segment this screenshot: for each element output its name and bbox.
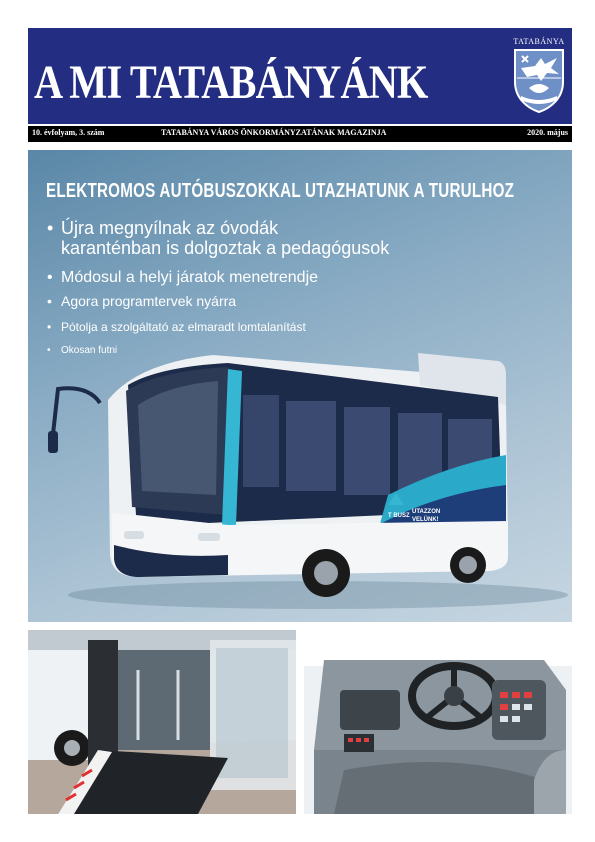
- bullet-icon: •: [47, 345, 51, 356]
- cover-story-title: Pótolja a szolgáltató az elmaradt lomtalanítást: [61, 320, 306, 334]
- bullet-icon: •: [47, 293, 52, 309]
- issue-number: 10. évfolyam, 3. szám: [32, 128, 105, 137]
- city-coat-of-arms-icon: [513, 48, 565, 114]
- bullet-icon: •: [47, 269, 53, 286]
- bus-driver-cockpit-photo: [304, 630, 572, 814]
- bus-slogan-line-2: VELÜNK!: [412, 517, 439, 523]
- cover-story-subtitle: karanténban is dolgoztak a pedagógusok: [61, 238, 390, 258]
- magazine-title: A MI TATABÁNYÁNK: [34, 56, 428, 109]
- cover-story-title: Agora programtervek nyárra: [61, 293, 237, 309]
- bullet-icon: •: [47, 320, 52, 334]
- cover-story-title: Okosan futni: [61, 345, 118, 356]
- cover-story-item: [46, 218, 389, 258]
- cover-story-item: [46, 319, 389, 335]
- cover-headline: ELEKTROMOS AUTÓBUSZOKKAL UTAZHATUNK A TURULHOZ: [46, 180, 515, 202]
- bullet-icon: •: [47, 218, 54, 238]
- cover-hero: [28, 150, 572, 622]
- bus-brand-text: T BUSZ: [388, 513, 410, 519]
- crest-label: TATABÁNYA: [513, 37, 565, 46]
- masthead: [28, 28, 572, 124]
- cover-story-item: [46, 292, 389, 310]
- bus-slogan-line-1: UTAZZON: [412, 509, 441, 515]
- cover-story-title: Módosul a helyi járatok menetrendje: [61, 269, 319, 286]
- issue-info-bar: [28, 126, 572, 142]
- cover-story-item: [46, 268, 389, 288]
- cover-story-title: Újra megnyílnak az óvodák: [61, 218, 279, 238]
- cover-story-list: [46, 218, 389, 358]
- driver-cockpit-illustration: [304, 630, 572, 814]
- bus-door-ramp-photo: [28, 630, 296, 814]
- publisher-line: TATABÁNYA VÁROS ÖNKORMÁNYZATÁNAK MAGAZINJA: [161, 128, 387, 137]
- electric-bus-image: [28, 345, 572, 615]
- issue-date: 2020. május: [527, 128, 568, 137]
- door-ramp-illustration: [28, 630, 296, 814]
